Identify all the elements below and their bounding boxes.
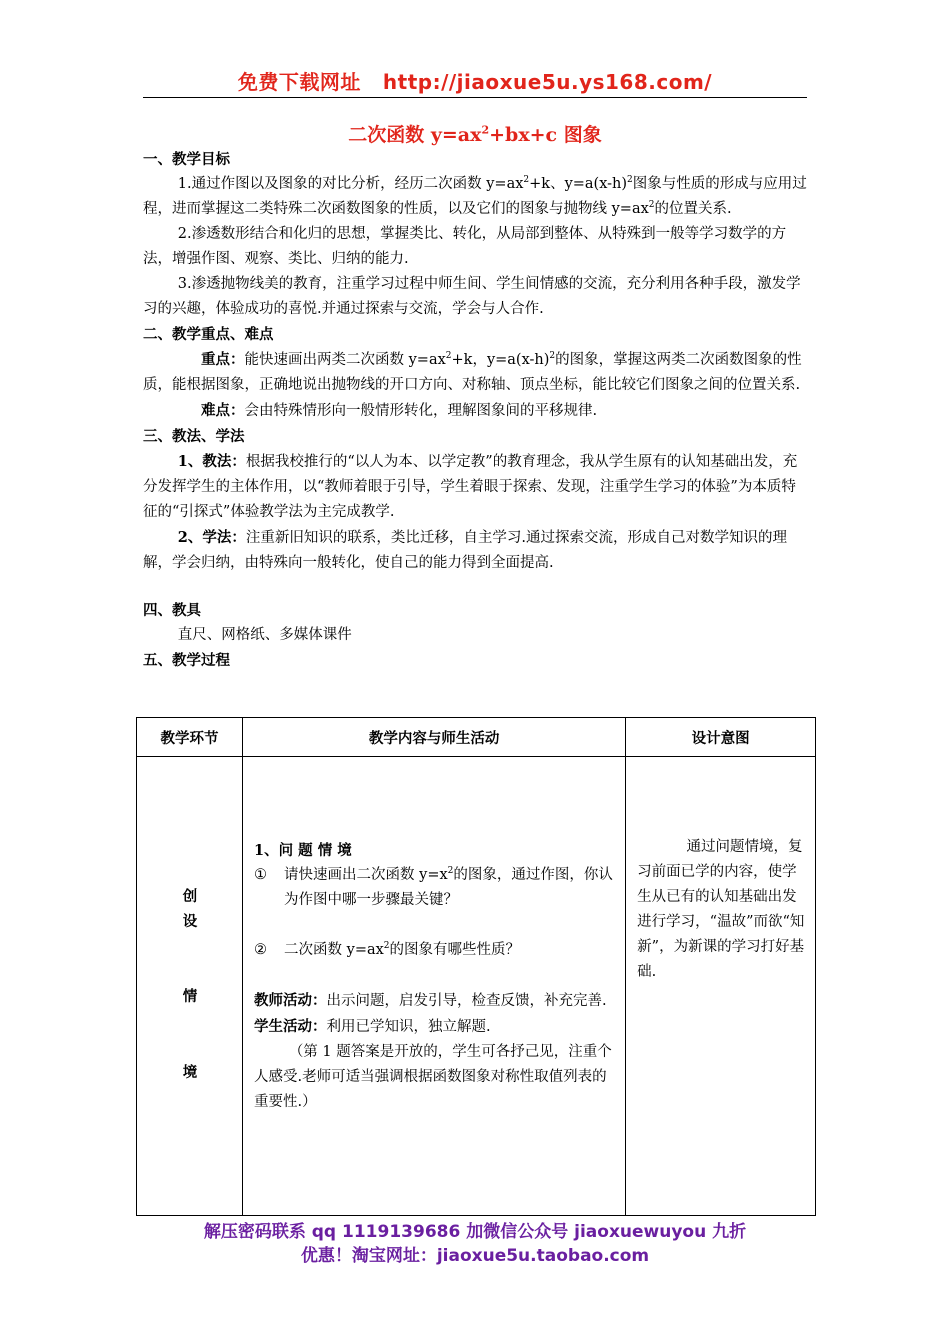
question-2: ② 二次函数 $y=ax^2$的图象有哪些性质？	[254, 941, 521, 958]
table-header-content: 教学内容与师生活动	[243, 718, 626, 757]
objective-paragraph-2: 2.渗透数形结合和化归的思想，掌握类比、转化，从局部到整体、从特殊到一般等学习数学的方法，增强作图、观察、类比、归纳的能力.	[143, 226, 787, 267]
footer-line-2: 优惠！淘宝网址：jiaoxue5u.taobao.com	[300, 1246, 650, 1266]
table-header-stage: 教学环节	[137, 718, 243, 757]
question-1: ① 请快速画出二次函数 $y=x^2$的图象，通过作图，你认为作图中哪一步骤最关键？	[254, 866, 613, 908]
teacher-activity: 教师活动：出示问题，启发引导，检查反馈，补充完善.	[254, 992, 607, 1009]
learning-method-paragraph: 2、学法：注重新旧知识的联系，类比迁移，自主学习.通过探索交流，形成自己对数学知识的理解，学会归纳，由特殊向一般转化，使自己的能力得到全面提高.	[143, 529, 787, 571]
student-activity: 学生活动：利用已学知识，独立解题.	[254, 1018, 491, 1035]
footer-line-1: 解压密码联系 qq 1119139686 加微信公众号 jiaoxuewuyou 九折	[203, 1222, 747, 1242]
header-label: 免费下载网址	[237, 70, 361, 94]
objective-paragraph-3: 3.渗透抛物线美的教育，注重学习过程中师生间、学生间情感的交流，充分利用各种手段，激发学习的兴趣，体验成功的喜悦.并通过探索与交流，学会与人合作.	[143, 276, 801, 317]
stage-char: 设	[182, 913, 198, 930]
table-header-intent: 设计意图	[626, 718, 816, 757]
header-divider	[143, 97, 807, 98]
table-header-row	[137, 718, 816, 757]
page-footer	[0, 1220, 950, 1268]
page-header	[0, 66, 950, 95]
stage-char: 创	[182, 888, 198, 905]
stage-char: 情	[182, 988, 198, 1005]
section-heading-objectives: 一、教学目标	[143, 151, 230, 168]
section-heading-tools: 四、教具	[143, 602, 201, 619]
stage-char: 境	[182, 1064, 198, 1081]
stage-cell	[137, 757, 243, 1216]
difficulty-paragraph: 难点：会由特殊情形向一般情形转化，理解图象间的平移规律.	[201, 402, 598, 419]
intent-text: 通过问题情境，复习前面已学的内容，使学生从已有的认知基础出发进行学习，“温故”而欲“知新”，为新课的学习打好基础.	[637, 839, 805, 980]
header-url-link[interactable]: http://jiaoxue5u.ys168.com/	[382, 70, 713, 94]
tools-text: 直尺、网格纸、多媒体课件	[177, 627, 352, 643]
document-title: 二次函数 $y=ax^2+bx+c$ 图象	[348, 123, 602, 146]
table-row	[137, 757, 816, 1216]
document-body	[143, 147, 807, 673]
content-cell	[243, 757, 626, 1216]
section-heading-methods: 三、教法、学法	[143, 428, 245, 445]
content-heading: 1、问 题 情 境	[254, 842, 352, 859]
activity-note: （第 1 题答案是开放的，学生可各抒己见，注重个人感受.老师可适当强调根据函数图象对称性取值列表的重要性.）	[254, 1044, 612, 1110]
intent-cell	[626, 757, 816, 1216]
teaching-process-table	[136, 717, 816, 1216]
section-heading-process: 五、教学过程	[143, 652, 230, 669]
section-heading-key-points: 二、教学重点、难点	[143, 326, 274, 343]
teaching-method-paragraph: 1、教法：根据我校推行的“以人为本、以学定教”的教育理念，我从学生原有的认知基础出发，充分发挥学生的主体作用，以“教师着眼于引导，学生着眼于探索、发现，注重学生学习的体验”为本质特征的“引探式”体验教学法为主完成教学.	[143, 453, 798, 520]
key-point-paragraph: 重点：能快速画出两类二次函数 $y=ax^2+k$，$y=a(x-h)^2$的图象，掌握这两类二次函数图象的性质，能根据图象，正确地说出抛物线的开口方向、对称轴、顶点坐标，能比较它们图象之间的位置关系.	[143, 351, 802, 393]
objective-paragraph-1: 1.通过作图以及图象的对比分析，经历二次函数 $y=ax^2+k$、$y=a(x-h)^2$图象与性质的形成与应用过程，进而掌握这二类特殊二次函数图象的性质，以及它们的图象与抛物线 $y=ax^2$的位置关系.	[143, 175, 807, 217]
